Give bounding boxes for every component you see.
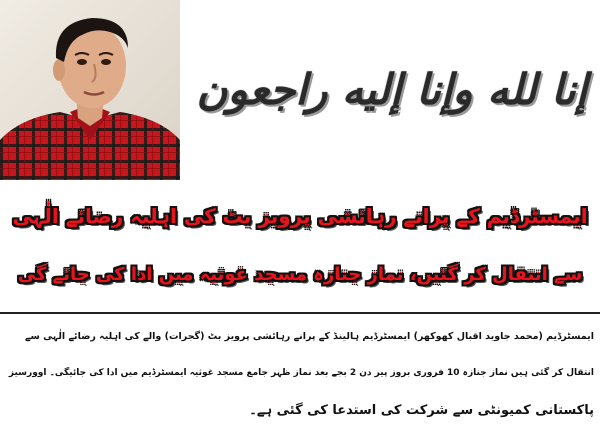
article-body xyxy=(6,318,594,430)
calligraphy-banner xyxy=(190,6,594,174)
body-line-3: پاکستانی کمیونٹی سے شرکت کی استدعا کی گئی ہے۔ xyxy=(249,403,594,418)
headline xyxy=(2,186,598,304)
calligraphy-text: إنا لله وإنا إليه راجعون xyxy=(196,65,588,114)
body-line-2: انتقال کر گئی ہیں نماز جنازہ 10 فروری بروز پیر دن 2 بجے بعد نماز ظہر جامع مسجد غوثیہ ایمسٹرڈیم میں ادا کی جائیگی۔ اوورسیز xyxy=(8,368,594,378)
headline-line-2: سے انتقال کر گئیں، نماز جنازہ مسجد غوثیہ میں ادا کی جائے گی xyxy=(17,264,583,286)
portrait-photo xyxy=(0,0,180,180)
headline-line-1: ایمسٹرڈیم کے پرانے رہائشی پرویز بٹ کی اہلیہ رضائے الٰہی xyxy=(12,204,588,229)
divider xyxy=(0,312,600,314)
body-line-1: ایمسٹرڈیم (محمد جاوید اقبال کھوکھر) ایمسٹرڈیم ہالینڈ کے پرانے رہائشی پرویز بٹ (گجرات) والے کی اہلیہ رضائے الٰہی سے xyxy=(24,331,594,342)
